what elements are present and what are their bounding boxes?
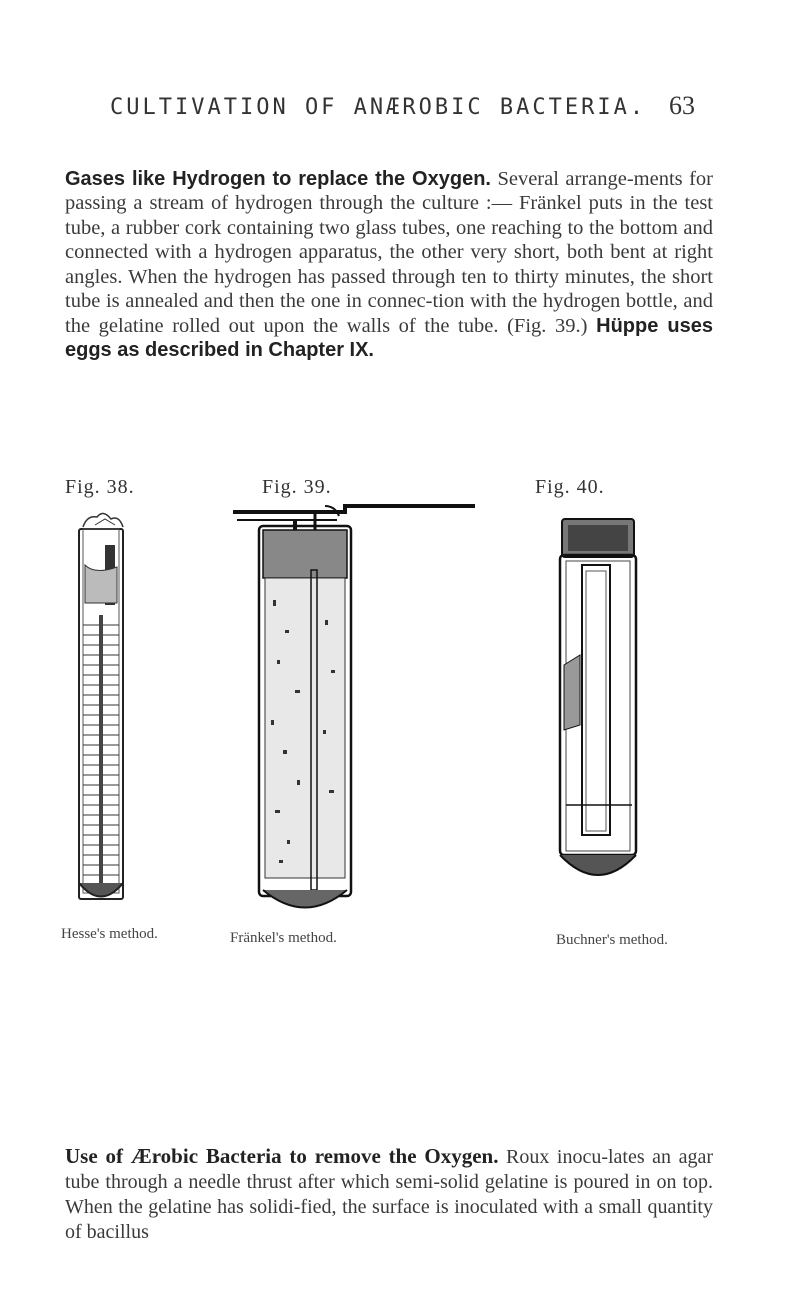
paragraph-aerobic-bacteria [65,1144,713,1245]
figure-caption-39: Fränkel's method. [230,930,337,946]
paragraph-lead: Use of Ærobic Bacteria to remove the Oxygen. [65,1144,499,1168]
figure-38-illustration [65,505,145,915]
page-number: 63 [669,91,695,120]
running-head [100,91,695,135]
paragraph-gases-hydrogen [65,167,713,363]
figure-40-illustration [552,515,652,915]
figure-caption-40: Buchner's method. [556,932,668,948]
figure-label-39: Fig. 39. [262,476,332,498]
paragraph-tail: Hüppe uses eggs as described in Chapter IX. [65,314,714,361]
paragraph-lead: Gases like Hydrogen to replace the Oxygen. [65,167,491,190]
figure-39-illustration [225,500,480,920]
running-title: CULTIVATION OF ANÆROBIC BACTERIA. [110,95,647,120]
figure-caption-38: Hesse's method. [61,926,158,942]
figure-label-40: Fig. 40. [535,476,605,498]
paragraph-body: Roux inocu-lates an agar tube through a needle thrust after which semi-solid gelatine is poured in on top. When the gelatine has solidi-fied, the surface is inoculated with a small quantity of bacillus [65,1146,714,1243]
paragraph-body: Several arrange-ments for passing a stream of hydrogen through the culture :— Fränkel puts in the test tube, a rubber cork containing two glass tubes, one reaching to the bottom and connected with a hydrogen apparatus, the other very short, both bent at right angles. When the hydrogen has passed through ten to thirty minutes, the short tube is annealed and then the one in connec-tion with the hydrogen bottle, and the gelatine rolled out upon the walls of the tube. (Fig. 39.) [65,167,714,337]
figure-label-38: Fig. 38. [65,476,135,498]
